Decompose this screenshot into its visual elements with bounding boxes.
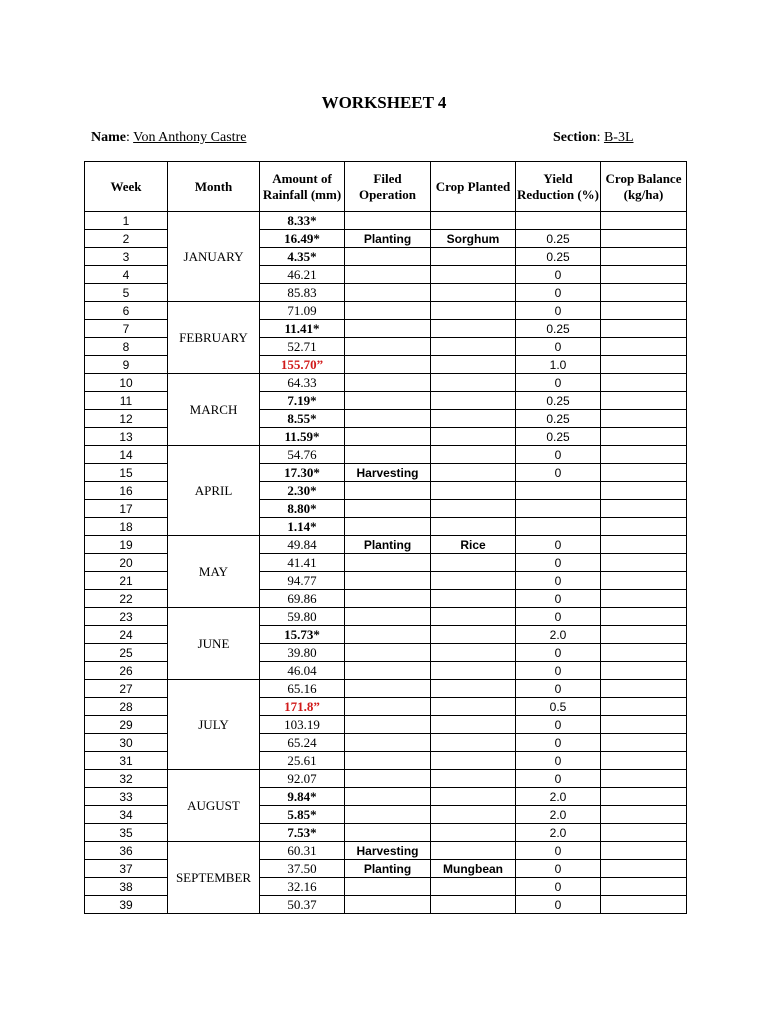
header-rainfall: Amount of Rainfall (mm): [260, 162, 345, 212]
yield-cell: 2.0: [516, 806, 601, 824]
yield-cell: 0.25: [516, 320, 601, 338]
table-header-row: [85, 162, 687, 212]
name-value: Von Anthony Castre: [133, 130, 247, 145]
week-cell: 8: [85, 338, 168, 356]
yield-cell: 0: [516, 590, 601, 608]
operation-cell: [345, 698, 431, 716]
crop-cell: [431, 896, 516, 914]
crop-cell: [431, 878, 516, 896]
balance-cell: [601, 410, 687, 428]
rainfall-cell: 46.04: [260, 662, 345, 680]
week-cell: 24: [85, 626, 168, 644]
crop-cell: [431, 554, 516, 572]
balance-cell: [601, 788, 687, 806]
week-cell: 15: [85, 464, 168, 482]
month-cell: FEBRUARY: [168, 302, 260, 374]
week-cell: 26: [85, 662, 168, 680]
crop-cell: [431, 464, 516, 482]
yield-cell: 0.25: [516, 410, 601, 428]
section-line: Section: B-3L: [553, 130, 634, 145]
table-row: [85, 302, 687, 320]
balance-cell: [601, 482, 687, 500]
rainfall-cell: 52.71: [260, 338, 345, 356]
rainfall-cell: 15.73*: [260, 626, 345, 644]
yield-cell: 0: [516, 338, 601, 356]
balance-cell: [601, 248, 687, 266]
rainfall-cell: 94.77: [260, 572, 345, 590]
operation-cell: [345, 518, 431, 536]
yield-cell: 0: [516, 860, 601, 878]
week-cell: 33: [85, 788, 168, 806]
balance-cell: [601, 644, 687, 662]
yield-cell: 0: [516, 266, 601, 284]
month-cell: JULY: [168, 680, 260, 770]
rainfall-cell: 60.31: [260, 842, 345, 860]
week-cell: 5: [85, 284, 168, 302]
balance-cell: [601, 680, 687, 698]
section-label: Section: [553, 130, 597, 145]
operation-cell: [345, 266, 431, 284]
rainfall-cell: 17.30*: [260, 464, 345, 482]
balance-cell: [601, 896, 687, 914]
operation-cell: [345, 392, 431, 410]
yield-cell: 0.25: [516, 428, 601, 446]
balance-cell: [601, 500, 687, 518]
operation-cell: [345, 644, 431, 662]
crop-cell: [431, 842, 516, 860]
week-cell: 29: [85, 716, 168, 734]
rainfall-cell: 8.80*: [260, 500, 345, 518]
balance-cell: [601, 554, 687, 572]
month-cell: SEPTEMBER: [168, 842, 260, 914]
rainfall-cell: 103.19: [260, 716, 345, 734]
header-balance: Crop Balance (kg/ha): [601, 162, 687, 212]
yield-cell: 0.25: [516, 248, 601, 266]
yield-cell: 0: [516, 896, 601, 914]
crop-cell: [431, 770, 516, 788]
rainfall-cell: 155.70”: [260, 356, 345, 374]
rainfall-cell: 54.76: [260, 446, 345, 464]
week-cell: 38: [85, 878, 168, 896]
balance-cell: [601, 428, 687, 446]
week-cell: 32: [85, 770, 168, 788]
header-crop: Crop Planted: [431, 162, 516, 212]
balance-cell: [601, 446, 687, 464]
rainfall-cell: 49.84: [260, 536, 345, 554]
yield-cell: 0: [516, 680, 601, 698]
week-cell: 34: [85, 806, 168, 824]
yield-cell: [516, 212, 601, 230]
operation-cell: [345, 338, 431, 356]
week-cell: 21: [85, 572, 168, 590]
table-body: [85, 212, 687, 914]
crop-cell: [431, 734, 516, 752]
rainfall-cell: 65.24: [260, 734, 345, 752]
operation-cell: [345, 446, 431, 464]
operation-cell: [345, 554, 431, 572]
crop-cell: [431, 824, 516, 842]
table-row: [85, 536, 687, 554]
table-row: [85, 446, 687, 464]
crop-cell: [431, 608, 516, 626]
crop-cell: [431, 572, 516, 590]
crop-cell: [431, 482, 516, 500]
rainfall-cell: 32.16: [260, 878, 345, 896]
yield-cell: 0: [516, 662, 601, 680]
header-operation: Filed Operation: [345, 162, 431, 212]
rainfall-cell: 7.53*: [260, 824, 345, 842]
operation-cell: [345, 500, 431, 518]
rainfall-cell: 11.41*: [260, 320, 345, 338]
rainfall-cell: 39.80: [260, 644, 345, 662]
operation-cell: [345, 248, 431, 266]
month-cell: AUGUST: [168, 770, 260, 842]
yield-cell: 0.5: [516, 698, 601, 716]
name-line: Name: Von Anthony Castre: [91, 130, 247, 145]
balance-cell: [601, 824, 687, 842]
operation-cell: Harvesting: [345, 842, 431, 860]
yield-cell: 1.0: [516, 356, 601, 374]
operation-cell: [345, 572, 431, 590]
operation-cell: [345, 788, 431, 806]
operation-cell: Harvesting: [345, 464, 431, 482]
yield-cell: 0: [516, 770, 601, 788]
crop-cell: [431, 590, 516, 608]
yield-cell: 0: [516, 374, 601, 392]
name-label: Name: [91, 130, 126, 145]
balance-cell: [601, 572, 687, 590]
balance-cell: [601, 752, 687, 770]
yield-cell: 0: [516, 284, 601, 302]
week-cell: 9: [85, 356, 168, 374]
yield-cell: 0.25: [516, 230, 601, 248]
month-cell: MARCH: [168, 374, 260, 446]
operation-cell: Planting: [345, 860, 431, 878]
operation-cell: [345, 410, 431, 428]
week-cell: 2: [85, 230, 168, 248]
balance-cell: [601, 878, 687, 896]
rainfall-cell: 85.83: [260, 284, 345, 302]
rainfall-cell: 8.33*: [260, 212, 345, 230]
balance-cell: [601, 536, 687, 554]
crop-cell: [431, 284, 516, 302]
yield-cell: 0: [516, 536, 601, 554]
operation-cell: [345, 662, 431, 680]
crop-cell: [431, 410, 516, 428]
week-cell: 36: [85, 842, 168, 860]
week-cell: 25: [85, 644, 168, 662]
yield-cell: 0: [516, 842, 601, 860]
header-week: Week: [85, 162, 168, 212]
crop-cell: [431, 212, 516, 230]
balance-cell: [601, 842, 687, 860]
yield-cell: [516, 482, 601, 500]
operation-cell: [345, 428, 431, 446]
rainfall-cell: 25.61: [260, 752, 345, 770]
week-cell: 31: [85, 752, 168, 770]
operation-cell: [345, 824, 431, 842]
week-cell: 3: [85, 248, 168, 266]
yield-cell: 0: [516, 464, 601, 482]
balance-cell: [601, 302, 687, 320]
rainfall-cell: 46.21: [260, 266, 345, 284]
yield-cell: 2.0: [516, 626, 601, 644]
crop-cell: [431, 266, 516, 284]
crop-cell: [431, 248, 516, 266]
crop-cell: [431, 392, 516, 410]
operation-cell: [345, 374, 431, 392]
balance-cell: [601, 590, 687, 608]
week-cell: 18: [85, 518, 168, 536]
rainfall-cell: 2.30*: [260, 482, 345, 500]
operation-cell: Planting: [345, 230, 431, 248]
rainfall-cell: 50.37: [260, 896, 345, 914]
crop-cell: [431, 806, 516, 824]
yield-cell: 0: [516, 446, 601, 464]
crop-cell: [431, 500, 516, 518]
balance-cell: [601, 716, 687, 734]
table-row: [85, 680, 687, 698]
operation-cell: [345, 752, 431, 770]
yield-cell: [516, 518, 601, 536]
balance-cell: [601, 230, 687, 248]
balance-cell: [601, 518, 687, 536]
crop-cell: [431, 428, 516, 446]
operation-cell: [345, 806, 431, 824]
rainfall-cell: 59.80: [260, 608, 345, 626]
yield-cell: 0: [516, 644, 601, 662]
week-cell: 11: [85, 392, 168, 410]
crop-cell: [431, 752, 516, 770]
balance-cell: [601, 266, 687, 284]
operation-cell: [345, 878, 431, 896]
balance-cell: [601, 860, 687, 878]
operation-cell: [345, 734, 431, 752]
crop-cell: [431, 320, 516, 338]
balance-cell: [601, 338, 687, 356]
table-row: [85, 374, 687, 392]
rainfall-cell: 9.84*: [260, 788, 345, 806]
week-cell: 16: [85, 482, 168, 500]
yield-cell: 0: [516, 878, 601, 896]
operation-cell: [345, 356, 431, 374]
header-month: Month: [168, 162, 260, 212]
operation-cell: [345, 770, 431, 788]
yield-cell: 0: [516, 734, 601, 752]
yield-cell: 0: [516, 752, 601, 770]
rainfall-cell: 37.50: [260, 860, 345, 878]
rainfall-cell: 64.33: [260, 374, 345, 392]
week-cell: 27: [85, 680, 168, 698]
crop-cell: [431, 788, 516, 806]
rainfall-cell: 65.16: [260, 680, 345, 698]
week-cell: 20: [85, 554, 168, 572]
crop-cell: [431, 302, 516, 320]
operation-cell: [345, 608, 431, 626]
balance-cell: [601, 698, 687, 716]
balance-cell: [601, 662, 687, 680]
crop-cell: [431, 338, 516, 356]
operation-cell: [345, 284, 431, 302]
operation-cell: Planting: [345, 536, 431, 554]
page-title: WORKSHEET 4: [321, 93, 447, 112]
operation-cell: [345, 482, 431, 500]
week-cell: 37: [85, 860, 168, 878]
week-cell: 10: [85, 374, 168, 392]
crop-cell: [431, 518, 516, 536]
yield-cell: 0: [516, 608, 601, 626]
rainfall-table: [84, 161, 687, 914]
week-cell: 7: [85, 320, 168, 338]
yield-cell: 0: [516, 716, 601, 734]
balance-cell: [601, 464, 687, 482]
week-cell: 39: [85, 896, 168, 914]
rainfall-cell: 5.85*: [260, 806, 345, 824]
rainfall-cell: 41.41: [260, 554, 345, 572]
operation-cell: [345, 212, 431, 230]
rainfall-cell: 16.49*: [260, 230, 345, 248]
table-row: [85, 608, 687, 626]
rainfall-cell: 11.59*: [260, 428, 345, 446]
table-row: [85, 212, 687, 230]
rainfall-cell: 1.14*: [260, 518, 345, 536]
balance-cell: [601, 212, 687, 230]
crop-cell: [431, 680, 516, 698]
balance-cell: [601, 356, 687, 374]
month-cell: JANUARY: [168, 212, 260, 302]
week-cell: 35: [85, 824, 168, 842]
week-cell: 19: [85, 536, 168, 554]
header-yield: Yield Reduction (%): [516, 162, 601, 212]
week-cell: 1: [85, 212, 168, 230]
balance-cell: [601, 392, 687, 410]
week-cell: 28: [85, 698, 168, 716]
rainfall-cell: 69.86: [260, 590, 345, 608]
rainfall-cell: 92.07: [260, 770, 345, 788]
yield-cell: 2.0: [516, 824, 601, 842]
operation-cell: [345, 302, 431, 320]
balance-cell: [601, 806, 687, 824]
crop-cell: [431, 698, 516, 716]
week-cell: 22: [85, 590, 168, 608]
yield-cell: 0: [516, 572, 601, 590]
crop-cell: Mungbean: [431, 860, 516, 878]
balance-cell: [601, 608, 687, 626]
month-cell: JUNE: [168, 608, 260, 680]
week-cell: 30: [85, 734, 168, 752]
yield-cell: 0: [516, 554, 601, 572]
operation-cell: [345, 896, 431, 914]
table-row: [85, 770, 687, 788]
crop-cell: [431, 356, 516, 374]
balance-cell: [601, 626, 687, 644]
rainfall-cell: 171.8”: [260, 698, 345, 716]
balance-cell: [601, 734, 687, 752]
yield-cell: [516, 500, 601, 518]
balance-cell: [601, 374, 687, 392]
operation-cell: [345, 320, 431, 338]
operation-cell: [345, 590, 431, 608]
crop-cell: Rice: [431, 536, 516, 554]
crop-cell: Sorghum: [431, 230, 516, 248]
rainfall-cell: 8.55*: [260, 410, 345, 428]
balance-cell: [601, 770, 687, 788]
balance-cell: [601, 284, 687, 302]
yield-cell: 0: [516, 302, 601, 320]
week-cell: 12: [85, 410, 168, 428]
week-cell: 4: [85, 266, 168, 284]
week-cell: 17: [85, 500, 168, 518]
week-cell: 6: [85, 302, 168, 320]
month-cell: APRIL: [168, 446, 260, 536]
crop-cell: [431, 446, 516, 464]
section-value: B-3L: [603, 130, 634, 145]
rainfall-cell: 7.19*: [260, 392, 345, 410]
crop-cell: [431, 626, 516, 644]
crop-cell: [431, 716, 516, 734]
crop-cell: [431, 662, 516, 680]
yield-cell: 2.0: [516, 788, 601, 806]
table-row: [85, 842, 687, 860]
crop-cell: [431, 644, 516, 662]
operation-cell: [345, 680, 431, 698]
week-cell: 13: [85, 428, 168, 446]
operation-cell: [345, 716, 431, 734]
month-cell: MAY: [168, 536, 260, 608]
rainfall-cell: 71.09: [260, 302, 345, 320]
crop-cell: [431, 374, 516, 392]
operation-cell: [345, 626, 431, 644]
week-cell: 23: [85, 608, 168, 626]
week-cell: 14: [85, 446, 168, 464]
yield-cell: 0.25: [516, 392, 601, 410]
rainfall-cell: 4.35*: [260, 248, 345, 266]
balance-cell: [601, 320, 687, 338]
